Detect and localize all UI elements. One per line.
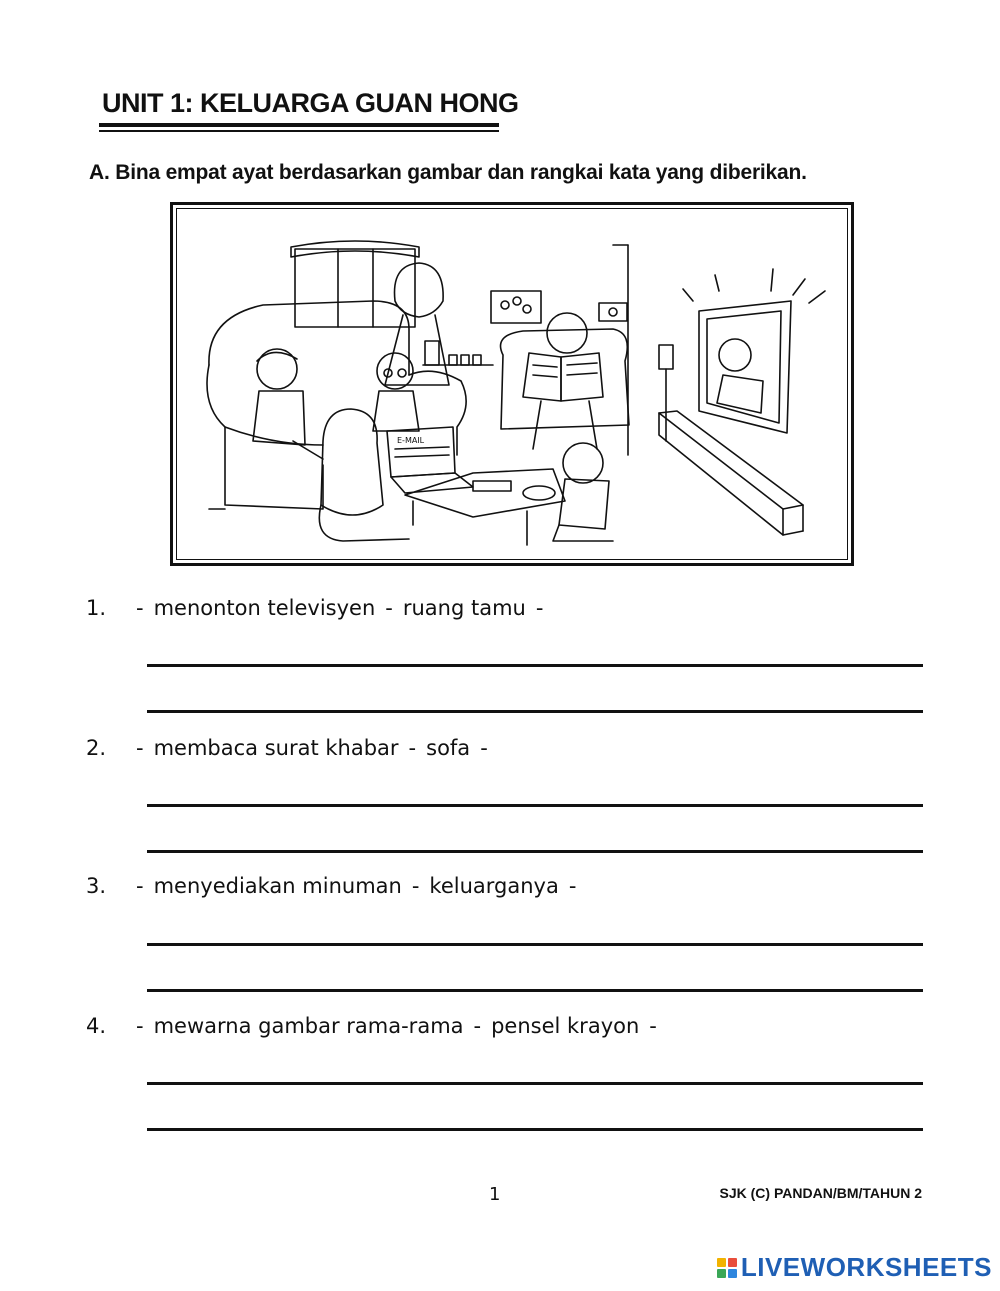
family-living-room-picture <box>170 202 854 566</box>
answer-line[interactable] <box>147 850 923 853</box>
keyword-phrase-2: ruang tamu <box>402 596 526 620</box>
answer-line[interactable] <box>147 804 923 807</box>
title-underline-thin <box>99 130 499 132</box>
answer-line[interactable] <box>147 710 923 713</box>
dash: - <box>649 1014 657 1038</box>
question-1 <box>86 596 553 620</box>
question-number: 1. <box>86 596 107 620</box>
laptop-screen-text: E-MAIL <box>397 436 425 445</box>
answer-line[interactable] <box>147 989 923 992</box>
dash: - <box>385 596 393 620</box>
keyword-phrase-2: pensel krayon <box>491 1014 640 1038</box>
dash: - <box>136 874 144 898</box>
title-underline <box>99 123 499 127</box>
question-3 <box>86 874 586 898</box>
instruction-text: A. Bina empat ayat berdasarkan gambar dan rangkai kata yang diberikan. <box>89 161 807 184</box>
floor-lamp <box>659 345 673 441</box>
dash: - <box>480 736 488 760</box>
unit-title: UNIT 1: KELUARGA GUAN HONG <box>102 88 519 118</box>
dash: - <box>408 736 417 760</box>
keyword-phrase-1: mewarna gambar rama-rama <box>153 1014 464 1038</box>
coffee-table <box>405 469 565 545</box>
question-4 <box>86 1014 667 1038</box>
keyword-phrase-1: menonton televisyen <box>153 596 376 620</box>
keyword-phrase-2: sofa <box>426 736 471 760</box>
dash: - <box>136 1014 144 1038</box>
question-2 <box>86 736 498 760</box>
logo-block <box>717 1258 726 1267</box>
page-number: 1 <box>489 1184 501 1205</box>
question-number: 3. <box>86 874 107 898</box>
question-number: 4. <box>86 1014 107 1038</box>
girl-with-laptop <box>319 409 473 541</box>
boy-with-glasses <box>373 353 419 431</box>
logo-block <box>728 1269 737 1278</box>
keyword-phrase-1: menyediakan minuman <box>153 874 402 898</box>
dash: - <box>136 596 144 620</box>
answer-line[interactable] <box>147 1082 923 1085</box>
logo-block <box>728 1258 737 1267</box>
window-curtain <box>291 241 419 327</box>
keyword-phrase-1: membaca surat khabar <box>153 736 399 760</box>
left-sofa <box>207 301 466 509</box>
answer-line[interactable] <box>147 943 923 946</box>
mother-figure <box>385 263 493 385</box>
dash: - <box>535 596 544 620</box>
logo-blocks-icon <box>717 1258 737 1278</box>
liveworksheets-logo[interactable] <box>717 1252 992 1283</box>
father-reading <box>501 313 630 449</box>
keyword-phrase-2: keluarganya <box>429 874 559 898</box>
living-room-illustration <box>173 205 857 569</box>
question-number: 2. <box>86 736 107 760</box>
brand-name: LIVEWORKSHEETS <box>740 1252 992 1282</box>
logo-block <box>717 1269 726 1278</box>
answer-line[interactable] <box>147 664 923 667</box>
school-code: SJK (C) PANDAN/BM/TAHUN 2 <box>719 1185 922 1201</box>
dash: - <box>411 874 420 898</box>
tv-cabinet <box>659 411 803 535</box>
dash: - <box>473 1014 482 1038</box>
wall-frames <box>491 291 627 323</box>
dash: - <box>568 874 577 898</box>
television <box>683 269 825 433</box>
answer-line[interactable] <box>147 1128 923 1131</box>
dash: - <box>136 736 144 760</box>
